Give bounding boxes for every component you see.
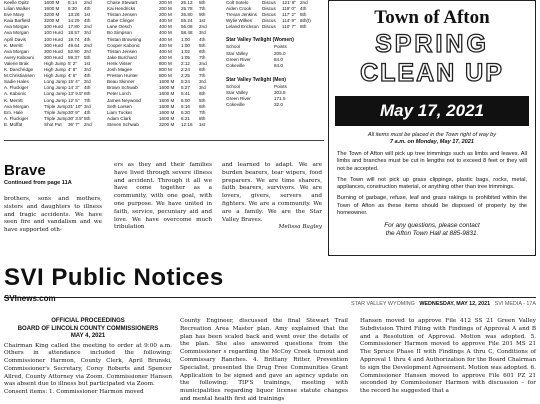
result-cell: High Jump bbox=[44, 60, 66, 66]
result-cell: 110' 7" bbox=[282, 24, 296, 30]
result-cell: K. Merritt bbox=[4, 97, 23, 103]
result-cell: 1st bbox=[199, 121, 206, 127]
result-cell: 2nd bbox=[199, 24, 207, 30]
ad-question-2: the Afton Town Hall at 885-9831. bbox=[385, 230, 479, 238]
result-cell: 400 M bbox=[159, 42, 172, 48]
women-score-cell: Star Valley bbox=[226, 50, 248, 56]
result-cell: 31' 10" bbox=[68, 103, 83, 109]
result-cell: 400 M bbox=[159, 54, 172, 60]
result-cell: 5th bbox=[84, 54, 91, 60]
result-cell: 300 Hurd bbox=[44, 48, 63, 54]
result-cell: K. Danchridge bbox=[4, 67, 34, 73]
result-cell: Tristan Jensen bbox=[107, 12, 137, 18]
result-cell: 200 M bbox=[159, 12, 172, 18]
result-cell: 25.78 bbox=[181, 6, 193, 12]
result-cell: 119' 0" bbox=[282, 6, 296, 12]
result-cell: Shot Put bbox=[44, 121, 62, 127]
afton-ad bbox=[328, 0, 536, 256]
result-cell: April Davis bbox=[4, 36, 26, 42]
result-cell: 5:27 bbox=[181, 85, 190, 91]
result-cell: 6th(t) bbox=[300, 18, 311, 24]
result-cell: 117' 2" bbox=[282, 12, 296, 18]
result-cell: 3200 M bbox=[44, 18, 60, 24]
result-cell: Discus bbox=[262, 18, 276, 24]
ad-para-3: Burning of garbage, refuse, leaf and grass rakings is prohibited within the Town of Afton as these items should be disposed of properly by the homeowner. bbox=[337, 195, 527, 217]
notice-col-3: Hansen moved to approve File 412 SS 21 Green Valley Subdivision Third Filing with Findings of Approval A and B and a Resolution of Approval. Motion was adopted. 5. Commissioner Harmon moved to approve File 201 MS 21 The Spruce Phase II with Findings A thru C, Conditions of Approval 1 thru 4 and Authorization for the Board Chairman to sign the Development Agreement. Motion was adopted. 6. Commissioner Hansen moved to approve File 601 PZ 21 seconded by Commissioner Harmon with discussion – for the record he suggested that a bbox=[360, 318, 536, 395]
result-cell: Adam Clark bbox=[107, 115, 131, 121]
result-cell: Tristan Jensen bbox=[107, 48, 137, 54]
result-cell: 4th bbox=[84, 109, 91, 115]
result-cell: 55.24 bbox=[181, 18, 193, 24]
result-cell: Gabe Clinger bbox=[107, 18, 135, 24]
result-cell: 4th bbox=[84, 36, 91, 42]
notice-col-1: Chairman King called the meeting to order at 9:00 a.m. Others in attendance included the following: Commissioner Harmon, County Clerk, April Brunski, Commissioner's Secretary, Corey Roberts and Spencer Allred, County Attorney via Zoom. Commissioner Hansen was absent due to illness but participated via Zoom. bbox=[4, 342, 172, 388]
result-cell: 3rd bbox=[199, 79, 206, 85]
result-row bbox=[4, 122, 100, 128]
result-cell: Ava Morgan bbox=[4, 48, 29, 54]
result-cell: High Jump bbox=[44, 73, 66, 79]
result-cell: High Jump bbox=[44, 67, 66, 73]
result-cell: Peter Lorch bbox=[107, 91, 131, 97]
result-cell: Chase Stewart bbox=[107, 0, 138, 5]
result-cell: Colt Sotelo bbox=[226, 0, 249, 5]
result-cell: 59.37 bbox=[68, 54, 80, 60]
result-cell: 3200 M bbox=[159, 121, 175, 127]
result-cell: 4th bbox=[84, 85, 91, 91]
result-cell: 7th bbox=[84, 97, 91, 103]
divider bbox=[4, 140, 324, 141]
result-cell: A. Kabonic bbox=[4, 91, 27, 97]
result-cell: 400 M bbox=[159, 18, 172, 24]
result-cell: 1:00 bbox=[181, 36, 190, 42]
notices-banner bbox=[0, 263, 540, 311]
result-row bbox=[107, 122, 225, 128]
result-cell: 5th bbox=[199, 0, 206, 5]
result-cell: 5th bbox=[84, 115, 91, 121]
ad-title: Town of Afton bbox=[374, 7, 490, 28]
result-cell: 6th bbox=[199, 91, 206, 97]
result-cell: 1600 M bbox=[159, 91, 175, 97]
result-cell: 2:25 bbox=[181, 73, 190, 79]
result-cell: Long Jump bbox=[44, 91, 67, 97]
banner-rule bbox=[4, 297, 536, 298]
women-score-cell: 84.0 bbox=[274, 56, 283, 62]
result-cell: 5th bbox=[199, 42, 206, 48]
board-heading: BOARD OF LINCOLN COUNTY COMMISSIONERS bbox=[17, 325, 159, 332]
women-score-cell: Green River bbox=[226, 56, 251, 62]
result-cell: 3rd bbox=[84, 48, 91, 54]
result-cell: 3rd bbox=[199, 85, 206, 91]
men-score-cell: Star Valley bbox=[226, 89, 248, 95]
result-cell: Long Jump bbox=[44, 97, 67, 103]
result-cell: 800 M bbox=[159, 67, 172, 73]
result-cell: 4th bbox=[199, 36, 206, 42]
result-cell: 200 M bbox=[159, 6, 172, 12]
result-cell: 3rd bbox=[84, 67, 91, 73]
brave-col-3: and learned to adapt. We are burden bearers, tear wipers, food preparers. We are time sharers, faith bearers, survivors. We are lovers, givers, servers and fighters. We are a community. We are a family. We are the Star Valley Braves. bbox=[222, 162, 322, 223]
result-cell: Jake Burchard bbox=[107, 54, 137, 60]
men-score-cell: 303.5 bbox=[274, 89, 286, 95]
result-cell: 114' 9" bbox=[282, 18, 296, 24]
result-cell: 1:05 bbox=[181, 54, 190, 60]
result-cell: Josh Magee bbox=[107, 67, 133, 73]
result-cell: 100 Hurd bbox=[44, 36, 63, 42]
result-cell: 7th bbox=[199, 6, 206, 12]
result-cell: 1600 M bbox=[44, 6, 60, 12]
page-number: SVI MEDIA - 17A bbox=[494, 301, 536, 307]
brave-col-2: ers as they and their families have lived through severe illness and accident. Through it all we have come together as a community, with one goal, with one purpose. We have united in faith, service, pecuniary aid and love. We have overcome much tribulation bbox=[114, 162, 212, 231]
result-cell: 200 M bbox=[159, 0, 172, 5]
result-cell: 800 M bbox=[159, 60, 172, 66]
result-cell: Liam Tucker bbox=[107, 109, 133, 115]
result-cell: 6:20 bbox=[181, 109, 190, 115]
result-cell: 2nd bbox=[84, 24, 92, 30]
result-cell: Lilian Walker bbox=[4, 6, 31, 12]
result-cell: 58.48 bbox=[181, 30, 193, 36]
result-cell: 3rd bbox=[84, 30, 91, 36]
result-cell: 5:24 bbox=[181, 79, 190, 85]
men-score-row bbox=[226, 102, 324, 108]
ad-para-2: The Town will not pick up grass clippings, plastic bags, rocks, metal, appliances, construction material, or anything other than tree trimmings. bbox=[337, 176, 527, 191]
result-cell: Brown Schwab bbox=[107, 85, 138, 91]
result-cell: 4' 8" bbox=[68, 67, 77, 73]
result-cell: Henk Visser bbox=[107, 60, 132, 66]
result-cell: 12' 5" bbox=[68, 97, 80, 103]
result-cell: Valerie Brak bbox=[4, 60, 29, 66]
result-cell: 9th bbox=[199, 12, 206, 18]
result-cell: 2nd bbox=[199, 60, 207, 66]
result-cell: 6th bbox=[84, 91, 91, 97]
result-cell: 4th bbox=[84, 18, 91, 24]
result-cell: 14:29 bbox=[68, 18, 80, 24]
result-cell: 1600 M bbox=[159, 85, 175, 91]
result-cell: 4' 6" bbox=[68, 73, 77, 79]
result-cell: A. Fluckiger bbox=[4, 115, 29, 121]
ad-notice-2: 7 a.m. on Monday, May 17, 2021 bbox=[389, 139, 475, 145]
women-title: Star Valley Twilight (Women) bbox=[226, 37, 294, 44]
result-cell: 400 M bbox=[159, 48, 172, 54]
result-cell: 6th bbox=[199, 48, 206, 54]
result-cell: Keelle Opitz bbox=[4, 0, 29, 5]
result-cell: 400 M bbox=[159, 30, 172, 36]
result-cell: Sadie Hales bbox=[4, 79, 29, 85]
result-cell: 800 M bbox=[159, 73, 172, 79]
men-title: Star Valley Twilight (Men) bbox=[226, 76, 286, 83]
men-score-cell: 32.0 bbox=[274, 102, 283, 108]
result-cell: 6th bbox=[199, 67, 206, 73]
result-cell: 1600 M bbox=[159, 115, 175, 121]
result-cell: Long Jump bbox=[44, 79, 67, 85]
result-cell: 17.80 bbox=[68, 24, 80, 30]
result-cell: 1600 M bbox=[159, 97, 175, 103]
result-cell: 121' 8" bbox=[282, 0, 297, 5]
result-cell: Triple Jump bbox=[44, 103, 68, 109]
result-cell: E. Moffat bbox=[4, 121, 23, 127]
result-cell: 100 Hurd bbox=[44, 24, 63, 30]
result-cell: Ava Morgan bbox=[4, 30, 29, 36]
result-cell: 5:41 bbox=[181, 91, 190, 97]
result-cell: 1600 M bbox=[159, 79, 175, 85]
result-cell: Long Jump bbox=[44, 85, 67, 91]
result-cell: 1600 M bbox=[159, 103, 175, 109]
result-cell: 13' 9.5" bbox=[68, 91, 84, 97]
result-cell: 4th bbox=[300, 6, 307, 12]
result-cell: Kaia Barfield bbox=[4, 18, 31, 24]
result-cell: 400 M bbox=[159, 24, 172, 30]
result-cell: A. Fluckiger bbox=[4, 85, 29, 91]
result-cell: Discus bbox=[262, 6, 276, 12]
result-cell: 1st bbox=[84, 12, 91, 18]
ad-cleanup: CLEAN UP bbox=[360, 59, 504, 87]
men-header: School Points bbox=[226, 83, 287, 89]
result-cell: 1:00 bbox=[181, 42, 190, 48]
result-cell: Cooper Kabonic bbox=[107, 42, 140, 48]
result-cell: 300 Hurd bbox=[44, 54, 63, 60]
result-cell: 8th bbox=[300, 24, 307, 30]
result-cell: Ava Morgan bbox=[4, 103, 29, 109]
result-cell: 6:00 bbox=[181, 97, 190, 103]
brave-author: Melissa Bagley bbox=[278, 224, 322, 231]
result-cell: 2nd bbox=[84, 0, 92, 5]
result-cell: Preston Hunter bbox=[107, 73, 138, 79]
result-cell: 36' 7" bbox=[68, 121, 80, 127]
result-cell: 52.90 bbox=[68, 48, 80, 54]
women-score-cell: Cokeville bbox=[226, 62, 245, 68]
result-cell: Lane Oesch bbox=[107, 24, 132, 30]
result-cell: 56.08 bbox=[181, 24, 193, 30]
site-name: SVInews.com bbox=[4, 294, 56, 303]
women-header: School Points bbox=[226, 44, 287, 50]
paper-name: STAR VALLEY WYOMING bbox=[351, 301, 415, 307]
result-cell: 3rd bbox=[84, 103, 91, 109]
result-cell: Avery Kabouni bbox=[4, 54, 34, 60]
result-cell: 3200 M bbox=[44, 12, 60, 18]
result-cell: 18.57 bbox=[68, 30, 80, 36]
result-cell: 2:12 bbox=[181, 60, 190, 66]
result-cell: 5' 2" bbox=[68, 60, 77, 66]
ad-para-1: The Town of Afton will pick up tree trimmings such as limbs and leaves. All limbs and branches must be cut in lengths not to exceed 8 feet or they will not be accepted. bbox=[337, 151, 527, 172]
ad-date-banner bbox=[335, 96, 529, 126]
result-cell: 7th bbox=[199, 109, 206, 115]
result-cell: 6:30 bbox=[68, 6, 77, 12]
result-cell: 6th bbox=[199, 103, 206, 109]
result-cell: 5th bbox=[199, 97, 206, 103]
result-cell: 4th bbox=[84, 73, 91, 79]
result-cell: 7th bbox=[199, 73, 206, 79]
results-col-3 bbox=[226, 0, 324, 108]
result-cell: Triple Jump bbox=[44, 115, 68, 121]
result-cell: Discus bbox=[262, 0, 276, 5]
men-score-cell: Green River bbox=[226, 96, 251, 102]
result-cell: 30' 9" bbox=[68, 109, 80, 115]
result-cell: 12:16 bbox=[181, 121, 193, 127]
result-row bbox=[226, 24, 324, 30]
result-cell: 49.64 bbox=[68, 42, 80, 48]
results-col-1 bbox=[4, 0, 100, 128]
result-cell: 19.74 bbox=[68, 36, 80, 42]
result-cell: 2nd bbox=[84, 121, 92, 127]
ad-date: May 17, 2021 bbox=[380, 101, 484, 120]
proceedings-heading: OFFICIAL PROCEEDINGS bbox=[51, 318, 125, 324]
result-cell: Wylie Wilkes bbox=[226, 18, 252, 24]
result-cell: 2nd bbox=[300, 0, 308, 5]
result-cell: 3rd bbox=[84, 79, 91, 85]
result-cell: 30' 3.5" bbox=[68, 115, 84, 121]
result-cell: 5th bbox=[300, 12, 307, 18]
svi-logo: SVI Public Notices bbox=[4, 264, 224, 291]
brave-continued: Continued from page 11A bbox=[4, 180, 72, 186]
notice-col-1-tail: Consent items: 1. Commissioner Harmon moved bbox=[4, 389, 144, 396]
result-cell: 13:26 bbox=[68, 12, 80, 18]
result-cell: 1st bbox=[84, 60, 91, 66]
result-cell: M.Christiansen bbox=[4, 73, 35, 79]
result-cell: 14' 3" bbox=[68, 85, 80, 91]
result-cell: 6:21 bbox=[181, 115, 190, 121]
result-cell: Bo Simpson bbox=[107, 30, 132, 36]
result-cell: 1st bbox=[199, 18, 206, 24]
result-cell: Beau Skinner bbox=[107, 79, 135, 85]
results-col-2 bbox=[107, 0, 225, 128]
result-cell: Eve Mavy bbox=[4, 12, 25, 18]
ad-notice-1: All items must be placed in the Town right of way by bbox=[367, 132, 497, 138]
result-cell: Kai Hendricks bbox=[107, 6, 136, 12]
result-cell: Steven Schwab bbox=[107, 121, 139, 127]
result-cell: 2:24 bbox=[181, 67, 190, 73]
issue-date: WEDNESDAY, MAY 12, 2021 bbox=[419, 301, 491, 307]
brave-headline: Brave bbox=[4, 162, 46, 179]
result-cell: Tristan Browning bbox=[107, 36, 142, 42]
result-cell: 300 Hurd bbox=[44, 42, 63, 48]
result-cell: 2nd bbox=[84, 42, 92, 48]
result-cell: Leland Erickson bbox=[226, 24, 259, 30]
meeting-date: MAY 4, 2021 bbox=[70, 333, 106, 339]
result-cell: James Neywood bbox=[107, 97, 141, 103]
result-cell: 8th bbox=[199, 115, 206, 121]
result-cell: Triple Jump bbox=[44, 109, 68, 115]
result-cell: Em. Hale bbox=[4, 109, 23, 115]
result-cell: 4th bbox=[84, 6, 91, 12]
result-cell: Discus bbox=[262, 12, 276, 18]
result-cell: K. Merritt bbox=[4, 42, 23, 48]
result-cell: 6:14 bbox=[68, 0, 77, 5]
result-cell: 1:02 bbox=[181, 48, 190, 54]
result-cell: 1600 M bbox=[159, 109, 175, 115]
result-cell: 15' 4" bbox=[68, 79, 80, 85]
result-cell: Aiden Crook bbox=[226, 6, 252, 12]
men-score-cell: Cokeville bbox=[226, 102, 245, 108]
women-score-cell: 84.0 bbox=[274, 62, 283, 68]
ad-question-1: For any questions, please contact bbox=[384, 222, 480, 230]
notice-col-2: County Engineer, discussed the final Stewart Trail Recreation Area Master plan. Amy explained that the plan has been scaled back and went over the details of the plan. She also answered questions from the Commissioner s regarding the McCoy Creek turnout and Commissary Ranches. 4. Brittany Ritter, Prevention Specialist, presented the Drug Free Communities Grant Application to be signed and gave an agency update on the following: TIP'S trainings, meeting with municipalities regarding liquor license statute changes and mental health first aid trainings bbox=[180, 318, 348, 402]
result-cell: Discus bbox=[262, 24, 276, 30]
result-cell: 400 M bbox=[159, 36, 172, 42]
result-cell: 3rd bbox=[199, 30, 206, 36]
brave-col-1: brothers, sons and mothers, sisters and daughters to illness and tragic accidents. We have seen fire and vandalism and we have supported oth- bbox=[4, 196, 102, 234]
result-cell: 7th bbox=[199, 54, 206, 60]
result-cell: 1600 M bbox=[44, 0, 60, 5]
result-cell: 25.13 bbox=[181, 0, 193, 5]
result-cell: Seth Larsen bbox=[107, 103, 132, 109]
result-cell: 6:16 bbox=[181, 103, 190, 109]
result-cell: 100 Hurd bbox=[44, 30, 63, 36]
women-score-cell: 205.0 bbox=[274, 50, 286, 56]
result-cell: Trevan Jenkins bbox=[226, 12, 257, 18]
result-cell: 26.80 bbox=[181, 12, 193, 18]
ad-spring: SPRING bbox=[375, 30, 489, 58]
result-cell: Ava Morgan bbox=[4, 24, 29, 30]
men-score-cell: 171.5 bbox=[274, 96, 286, 102]
